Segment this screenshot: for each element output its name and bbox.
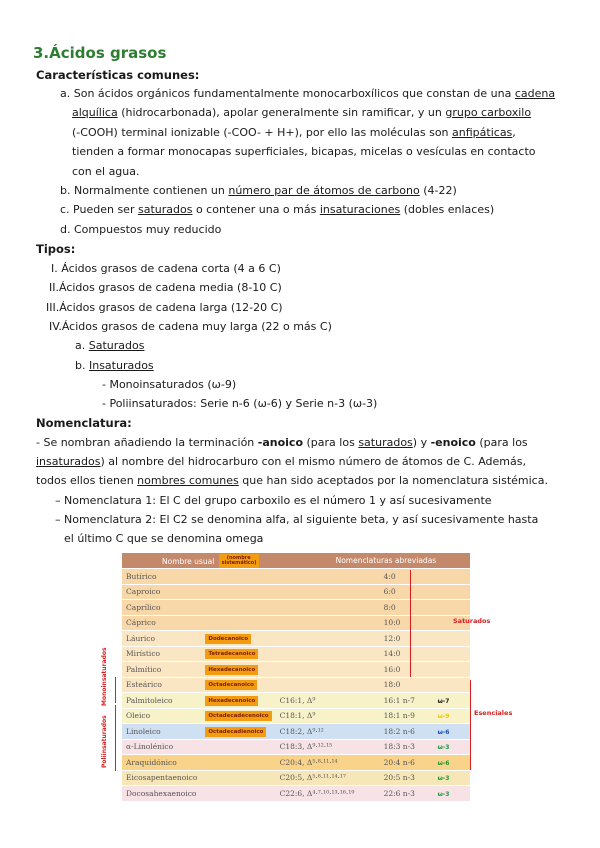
item-a-line3: (-COOH) terminal ionizable (-COO- + H+), por ello las moléculas son anfipáticas, <box>72 126 516 139</box>
row-omega <box>434 739 470 755</box>
row-abr: C20:5, Δ⁵·⁸·¹¹·¹⁴·¹⁷ <box>276 770 380 786</box>
omega-label: ω-9 <box>437 713 450 721</box>
item-a-line5: con el agua. <box>72 165 140 178</box>
tipo-mono: - Monoinsaturados (ω-9) <box>102 378 237 391</box>
table-row <box>122 662 470 678</box>
row-name: Esteárico <box>122 677 201 693</box>
row-name: Palmítico <box>122 662 201 678</box>
table-row <box>122 631 470 647</box>
row-name: Palmitoleico <box>122 693 201 709</box>
label-mono: Monoinsaturados <box>101 647 108 706</box>
label-saturados: Saturados <box>453 617 491 625</box>
row-abr <box>276 677 380 693</box>
tipos-heading: Tipos: <box>36 242 76 256</box>
row-sys <box>201 646 275 662</box>
header-usual: Nombre usual (nombre sistemático) <box>122 553 276 569</box>
row-name: Docosahexaenoico <box>122 786 201 802</box>
table-row <box>122 739 470 755</box>
row-abr: C22:6, Δ⁴·⁷·¹⁰·¹³·¹⁶·¹⁹ <box>276 786 380 802</box>
row-omega <box>434 693 470 709</box>
tipo-i: I. Ácidos grasos de cadena corta (4 a 6 C) <box>51 262 281 275</box>
row-sys <box>201 708 275 724</box>
row-omega <box>434 786 470 802</box>
row-name: Caprílico <box>122 600 201 616</box>
nomenclatura-line3: todos ellos tienen nombres comunes que han sido aceptados por la nomenclatura sistémica. <box>36 474 548 487</box>
bracket-esenciales <box>470 680 471 770</box>
nomenclatura-2-line2: el último C que se denomina omega <box>64 532 264 545</box>
item-c: c. Pueden ser saturados o contener una o más insaturaciones (dobles enlaces) <box>60 203 495 216</box>
row-omega <box>434 600 470 616</box>
caracteristicas-heading: Características comunes: <box>36 68 200 82</box>
row-value: 6:0 <box>380 584 434 600</box>
tipo-ii: II.Ácidos grasos de cadena media (8-10 C) <box>49 281 282 294</box>
row-abr <box>276 646 380 662</box>
nomenclatura-line2: insaturados) al nombre del hidrocarburo con el mismo número de átomos de C. Además, <box>36 455 526 468</box>
systematic-name-chip: Octadecanoico <box>205 680 257 690</box>
systematic-name-chip: Tetradecanoico <box>205 649 258 659</box>
row-name: Cáprico <box>122 615 201 631</box>
row-sys <box>201 693 275 709</box>
table-row <box>122 755 470 771</box>
header-sys-chip: (nombre sistemático) <box>219 554 259 568</box>
table-row <box>122 569 470 585</box>
row-value: 18:2 n-6 <box>380 724 434 740</box>
item-d: d. Compuestos muy reducido <box>60 223 222 236</box>
row-value: 18:1 n-9 <box>380 708 434 724</box>
row-value: 8:0 <box>380 600 434 616</box>
row-name: Mirístico <box>122 646 201 662</box>
row-sys <box>201 569 275 585</box>
row-value: 14:0 <box>380 646 434 662</box>
omega-label: ω-6 <box>437 759 450 767</box>
bracket-mono <box>115 677 116 703</box>
item-a-line1: a. Son ácidos orgánicos fundamentalmente monocarboxílicos que constan de una cadena <box>60 87 556 100</box>
row-value: 20:4 n-6 <box>380 755 434 771</box>
row-omega <box>434 677 470 693</box>
row-value: 22:6 n-3 <box>380 786 434 802</box>
systematic-name-chip: Dodecanoico <box>205 634 251 644</box>
row-omega <box>434 724 470 740</box>
row-value: 4:0 <box>380 569 434 585</box>
table-row <box>122 677 470 693</box>
row-abr <box>276 569 380 585</box>
label-poli: Poliinsaturados <box>101 715 108 768</box>
row-omega <box>434 631 470 647</box>
row-value: 10:0 <box>380 615 434 631</box>
omega-label: ω-3 <box>437 744 450 752</box>
table-row <box>122 600 470 616</box>
row-value: 12:0 <box>380 631 434 647</box>
row-omega <box>434 708 470 724</box>
row-abr <box>276 600 380 616</box>
table-row <box>122 646 470 662</box>
omega-label: ω-6 <box>437 728 450 736</box>
row-name: Araquidónico <box>122 755 201 771</box>
row-abr: C18:1, Δ⁹ <box>276 708 380 724</box>
systematic-name-chip: Octadecadienoico <box>205 727 266 737</box>
row-value: 18:3 n-3 <box>380 739 434 755</box>
row-sys <box>201 600 275 616</box>
row-sys <box>201 755 275 771</box>
row-value: 20:5 n-3 <box>380 770 434 786</box>
item-a-line4: tienden a formar monocapas superficiales, bicapas, micelas o vesículas en contacto <box>72 145 536 158</box>
row-name: α-Linolénico <box>122 739 201 755</box>
row-omega <box>434 770 470 786</box>
table-row <box>122 770 470 786</box>
label-esenciales: Esenciales <box>474 709 513 717</box>
row-sys <box>201 724 275 740</box>
table-row <box>122 693 470 709</box>
row-abr: C20:4, Δ⁵·⁸·¹¹·¹⁴ <box>276 755 380 771</box>
table-row <box>122 724 470 740</box>
row-value: 18:0 <box>380 677 434 693</box>
row-sys <box>201 631 275 647</box>
row-abr <box>276 662 380 678</box>
row-sys <box>201 786 275 802</box>
omega-label: ω-7 <box>437 697 450 705</box>
row-name: Eicosapentaenoico <box>122 770 201 786</box>
row-sys <box>201 770 275 786</box>
tipo-iii: III.Ácidos grasos de cadena larga (12-20 C) <box>46 301 283 314</box>
nomenclatura-2-line1: – Nomenclatura 2: El C2 se denomina alfa, al siguiente beta, y así sucesivamente hasta <box>55 513 539 526</box>
header-abr: Nomenclaturas abreviadas <box>276 553 470 569</box>
tipo-iv: IV.Ácidos grasos de cadena muy larga (22 o más C) <box>49 320 332 333</box>
row-sys <box>201 584 275 600</box>
table-row <box>122 708 470 724</box>
row-sys <box>201 662 275 678</box>
fatty-acids-table <box>122 553 470 802</box>
row-abr: C18:2, Δ⁹·¹² <box>276 724 380 740</box>
row-name: Oleico <box>122 708 201 724</box>
table-header <box>122 553 470 569</box>
row-name: Linoleico <box>122 724 201 740</box>
row-value: 16:0 <box>380 662 434 678</box>
row-name: Butírico <box>122 569 201 585</box>
row-abr: C18:3, Δ⁹·¹²·¹⁵ <box>276 739 380 755</box>
row-sys <box>201 677 275 693</box>
bracket-saturados <box>410 570 411 677</box>
row-abr <box>276 584 380 600</box>
systematic-name-chip: Hexadecenoico <box>205 696 258 706</box>
nomenclatura-1: – Nomenclatura 1: El C del grupo carboxilo es el número 1 y así sucesivamente <box>55 494 492 507</box>
row-omega <box>434 646 470 662</box>
row-abr <box>276 631 380 647</box>
table-row <box>122 786 470 802</box>
omega-label: ω-3 <box>437 790 450 798</box>
item-b: b. Normalmente contienen un número par de átomos de carbono (4-22) <box>60 184 457 197</box>
systematic-name-chip: Octadecadecenoico <box>205 711 271 721</box>
section-title: 3.Ácidos grasos <box>33 44 167 62</box>
row-omega <box>434 662 470 678</box>
row-omega <box>434 569 470 585</box>
tipo-poli: - Poliinsaturados: Serie n-6 (ω-6) y Serie n-3 (ω-3) <box>102 397 378 410</box>
item-a-line2: alquílica (hidrocarbonada), apolar generalmente sin ramificar, y un grupo carboxilo <box>72 106 532 119</box>
tipo-sub-a: a. Saturados <box>75 339 145 352</box>
row-omega <box>434 584 470 600</box>
row-name: Caproico <box>122 584 201 600</box>
nomenclatura-heading: Nomenclatura: <box>36 416 132 430</box>
nomenclatura-line1: - Se nombran añadiendo la terminación -anoico (para los saturados) y -enoico (para los <box>36 436 528 449</box>
row-omega <box>434 755 470 771</box>
row-abr <box>276 615 380 631</box>
row-sys <box>201 739 275 755</box>
row-value: 16:1 n-7 <box>380 693 434 709</box>
table-row <box>122 584 470 600</box>
bracket-poli <box>115 705 116 771</box>
table-row <box>122 615 470 631</box>
row-sys <box>201 615 275 631</box>
row-abr: C16:1, Δ⁹ <box>276 693 380 709</box>
omega-label: ω-3 <box>437 775 450 783</box>
tipo-sub-b: b. Insaturados <box>75 359 154 372</box>
row-name: Láurico <box>122 631 201 647</box>
systematic-name-chip: Hexadecanoico <box>205 665 258 675</box>
